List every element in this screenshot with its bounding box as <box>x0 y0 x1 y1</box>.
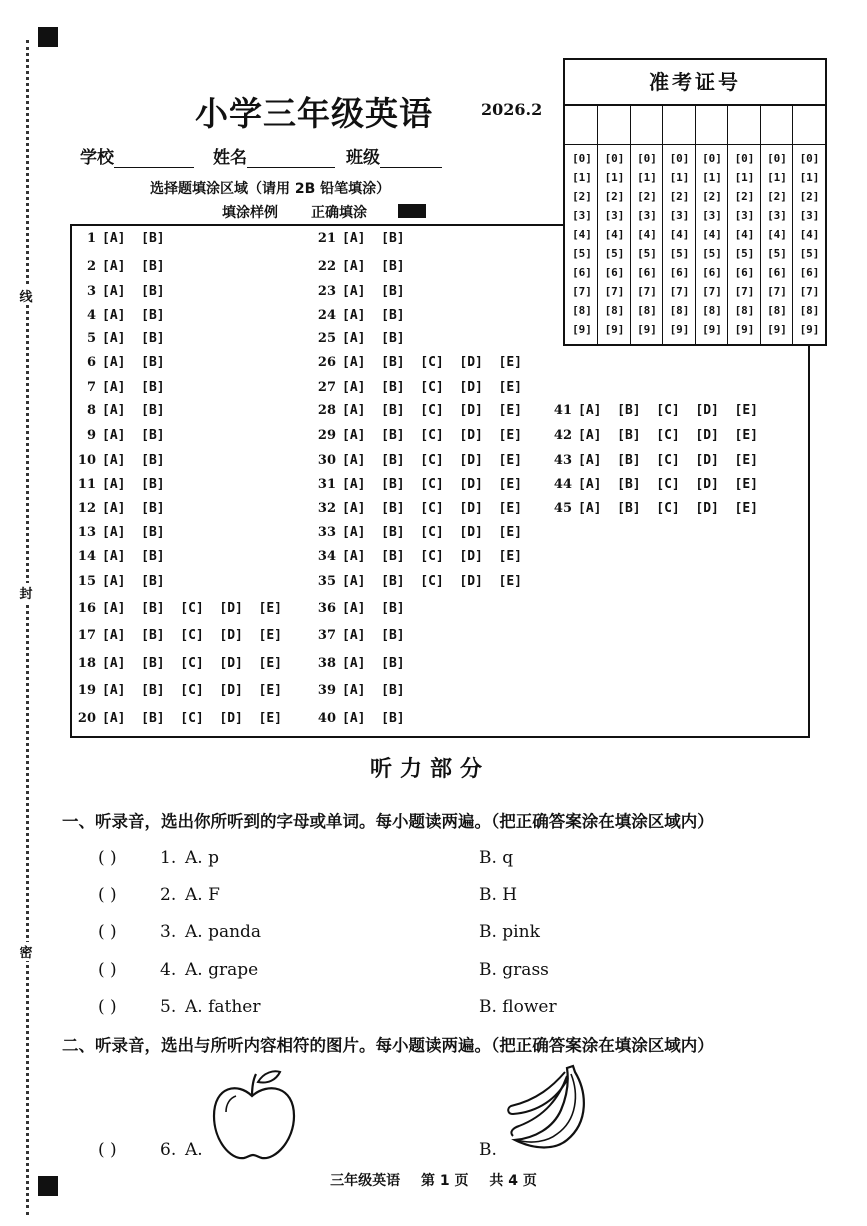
answer-bubbles[interactable]: [A] [B] <box>342 656 405 671</box>
answer-bubbles[interactable]: [A] [B] <box>102 428 165 443</box>
exam-id-bubble[interactable]: [8] <box>767 304 787 317</box>
exam-id-bubble[interactable]: [2] <box>572 190 592 203</box>
question-number: 26 <box>317 355 336 370</box>
question-number: 19 <box>77 683 96 698</box>
exam-id-bubble[interactable]: [7] <box>702 285 722 298</box>
exam-id-bubble[interactable]: [5] <box>734 247 755 260</box>
exam-id-box <box>563 58 827 346</box>
question-number: 25 <box>317 331 336 346</box>
exam-id-bubble[interactable]: [9] <box>702 323 722 336</box>
exam-id-bubble[interactable]: [6] <box>669 266 690 279</box>
exam-id-bubble[interactable]: [7] <box>604 285 625 298</box>
question-number: 41 <box>553 403 572 418</box>
exam-id-bubble[interactable]: [3] <box>604 209 625 222</box>
question-number: 1 <box>86 231 96 246</box>
question-number: 13 <box>77 525 96 540</box>
exam-id-bubble[interactable]: [2] <box>799 190 820 203</box>
option-b: B. q <box>479 848 514 868</box>
q6-number: 6. <box>160 1140 177 1160</box>
binding-dotted-line <box>26 40 29 1215</box>
answer-bubbles[interactable]: [A] [B] [C] [D] [E] <box>578 501 759 516</box>
question-number: 2 <box>86 259 96 274</box>
exam-id-bubble[interactable]: [3] <box>734 209 755 222</box>
exam-id-bubble[interactable]: [3] <box>799 209 820 222</box>
side-label-xian: 线 <box>18 286 34 305</box>
exam-id-bubble[interactable]: [1] <box>572 171 592 184</box>
question-number: 44 <box>553 477 572 492</box>
filled-sample-mark <box>398 204 426 218</box>
question-number: 39 <box>317 683 336 698</box>
question-number: 18 <box>77 656 96 671</box>
item-number: 2. <box>160 885 177 905</box>
footer-subject: 三年级英语 <box>330 1173 401 1189</box>
exam-id-column[interactable] <box>760 104 793 344</box>
exam-id-bubble[interactable]: [4] <box>702 228 722 241</box>
question-number: 34 <box>317 549 336 564</box>
question-number: 32 <box>317 501 336 516</box>
exam-id-bubble[interactable]: [4] <box>734 228 755 241</box>
answer-bubbles[interactable]: [A] [B] [C] [D] [E] <box>342 525 523 540</box>
exam-id-column[interactable] <box>598 104 631 344</box>
exam-id-bubble[interactable]: [4] <box>767 228 787 241</box>
question-number: 42 <box>553 428 572 443</box>
question-number: 8 <box>86 403 96 418</box>
exam-id-bubble[interactable]: [9] <box>604 323 625 336</box>
exam-id-write-box[interactable] <box>630 104 662 145</box>
exam-id-column[interactable] <box>630 104 663 344</box>
exam-id-bubble[interactable]: [5] <box>702 247 722 260</box>
exam-id-bubble[interactable]: [2] <box>767 190 787 203</box>
answer-bubbles[interactable]: [A] [B] <box>342 683 405 698</box>
exam-id-bubble[interactable]: [7] <box>734 285 755 298</box>
exam-id-bubble[interactable]: [2] <box>604 190 625 203</box>
exam-id-bubble[interactable]: [0] <box>767 152 787 165</box>
answer-bubbles[interactable]: [A] [B] <box>342 231 405 246</box>
exam-id-bubble[interactable]: [6] <box>572 266 592 279</box>
answer-paren[interactable]: ( ) <box>98 922 117 942</box>
item-number: 5. <box>160 997 177 1017</box>
exam-id-bubble[interactable]: [1] <box>799 171 820 184</box>
exam-id-column[interactable] <box>663 104 696 344</box>
exam-id-bubble[interactable]: [2] <box>702 190 722 203</box>
exam-id-bubble[interactable]: [2] <box>637 190 657 203</box>
exam-id-bubble[interactable]: [5] <box>669 247 690 260</box>
question-number: 9 <box>86 428 96 443</box>
exam-id-bubble[interactable]: [1] <box>767 171 787 184</box>
fill-instruction: 选择题填涂区域（请用 2B 铅笔填涂） <box>150 181 391 197</box>
exam-id-bubble[interactable]: [8] <box>572 304 592 317</box>
answer-bubbles[interactable]: [A] [B] <box>102 574 165 589</box>
answer-bubbles[interactable]: [A] [B] <box>102 453 165 468</box>
answer-bubbles[interactable]: [A] [B] [C] [D] [E] <box>342 453 523 468</box>
exam-id-bubble[interactable]: [9] <box>637 323 657 336</box>
answer-bubbles[interactable]: [A] [B] [C] [D] [E] <box>578 403 759 418</box>
exam-id-write-box[interactable] <box>695 104 727 145</box>
page-title: 小学三年级英语 <box>195 94 433 133</box>
exam-id-bubble[interactable]: [6] <box>799 266 820 279</box>
exam-id-bubble[interactable]: [6] <box>767 266 787 279</box>
exam-id-bubble[interactable]: [9] <box>799 323 820 336</box>
corner-mark-top <box>38 27 58 47</box>
option-b: B. pink <box>479 922 540 942</box>
answer-bubbles[interactable]: [A] [B] <box>102 231 165 246</box>
exam-id-bubble[interactable]: [0] <box>604 152 625 165</box>
exam-id-bubble[interactable]: [6] <box>637 266 657 279</box>
answer-bubbles[interactable]: [A] [B] [C] [D] [E] <box>342 355 523 370</box>
answer-paren[interactable]: ( ) <box>98 997 117 1017</box>
school-field[interactable] <box>80 143 194 168</box>
question-number: 24 <box>317 308 336 323</box>
exam-id-bubble[interactable]: [7] <box>799 285 820 298</box>
answer-bubbles[interactable]: [A] [B] [C] [D] [E] <box>578 428 759 443</box>
question-number: 5 <box>86 331 96 346</box>
exam-id-bubble[interactable]: [1] <box>734 171 755 184</box>
exam-id-write-box[interactable] <box>760 104 792 145</box>
question-number: 4 <box>86 308 96 323</box>
question-number: 43 <box>553 453 572 468</box>
question-number: 15 <box>77 574 96 589</box>
answer-bubbles[interactable]: [A] [B] <box>102 355 165 370</box>
exam-id-bubble[interactable]: [1] <box>637 171 657 184</box>
exam-id-title: 准考证号 <box>565 60 825 106</box>
exam-id-bubble[interactable]: [8] <box>669 304 690 317</box>
question-number: 22 <box>317 259 336 274</box>
answer-bubbles[interactable]: [A] [B] <box>102 501 165 516</box>
exam-id-bubble[interactable]: [5] <box>767 247 787 260</box>
answer-bubbles[interactable]: [A] [B] <box>102 259 165 274</box>
answer-bubbles[interactable]: [A] [B] <box>342 284 405 299</box>
part2-heading: 二、听录音，选出与所听内容相符的图片。每小题读两遍。（把正确答案涂在填涂区域内） <box>62 1036 714 1055</box>
question-number: 7 <box>86 380 96 395</box>
exam-id-bubble[interactable]: [5] <box>637 247 657 260</box>
side-label-mi: 密 <box>18 942 34 961</box>
answer-bubbles[interactable]: [A] [B] [C] [D] [E] <box>102 656 283 671</box>
exam-id-bubble[interactable]: [9] <box>767 323 787 336</box>
exam-id-bubble[interactable]: [8] <box>702 304 722 317</box>
exam-id-bubble[interactable]: [8] <box>604 304 625 317</box>
exam-id-bubble[interactable]: [6] <box>604 266 625 279</box>
answer-bubbles[interactable]: [A] [B] [C] [D] [E] <box>342 477 523 492</box>
answer-paren[interactable]: ( ) <box>98 848 117 868</box>
exam-id-bubble[interactable]: [4] <box>604 228 625 241</box>
exam-id-write-box[interactable] <box>728 104 760 145</box>
q6-paren[interactable]: ( ) <box>98 1140 117 1160</box>
exam-id-bubble[interactable]: [7] <box>669 285 690 298</box>
answer-bubbles[interactable]: [A] [B] [C] [D] [E] <box>102 601 283 616</box>
exam-id-bubble[interactable]: [0] <box>702 152 722 165</box>
question-number: 45 <box>553 501 572 516</box>
answer-bubbles[interactable]: [A] [B] [C] [D] [E] <box>102 683 283 698</box>
answer-bubbles[interactable]: [A] [B] [C] [D] [E] <box>342 574 523 589</box>
exam-id-bubble[interactable]: [9] <box>669 323 690 336</box>
exam-id-bubble[interactable]: [3] <box>767 209 787 222</box>
exam-id-bubble[interactable]: [2] <box>734 190 755 203</box>
q6-option-b: B. <box>479 1140 497 1160</box>
exam-id-bubble[interactable]: [4] <box>669 228 690 241</box>
exam-id-bubble[interactable]: [0] <box>669 152 690 165</box>
answer-bubbles[interactable]: [A] [B] <box>102 331 165 346</box>
exam-id-bubble[interactable]: [1] <box>604 171 625 184</box>
footer-page: 第 1 页 <box>421 1173 469 1189</box>
answer-bubbles[interactable]: [A] [B] <box>342 308 405 323</box>
option-b: B. flower <box>479 997 557 1017</box>
answer-bubbles[interactable]: [A] [B] <box>342 331 405 346</box>
question-number: 10 <box>77 453 96 468</box>
exam-id-write-box[interactable] <box>598 104 630 145</box>
exam-id-bubble[interactable]: [0] <box>734 152 755 165</box>
exam-id-bubble[interactable]: [8] <box>799 304 820 317</box>
option-a: A. grape <box>185 960 259 980</box>
footer-total: 共 4 页 <box>489 1173 537 1189</box>
sample-label: 填涂样例 <box>222 205 278 221</box>
exam-date: 2026.2 <box>481 100 543 119</box>
exam-id-bubble[interactable]: [0] <box>572 152 592 165</box>
answer-bubbles[interactable]: [A] [B] [C] [D] [E] <box>342 501 523 516</box>
name-label: 姓名 <box>213 148 247 168</box>
exam-id-bubble[interactable]: [3] <box>637 209 657 222</box>
question-number: 14 <box>77 549 96 564</box>
question-number: 35 <box>317 574 336 589</box>
exam-id-bubble[interactable]: [9] <box>572 323 592 336</box>
option-a: A. father <box>185 997 261 1017</box>
question-number: 27 <box>317 380 336 395</box>
exam-id-bubble[interactable]: [4] <box>799 228 820 241</box>
option-a: A. panda <box>185 922 262 942</box>
answer-bubbles[interactable]: [A] [B] <box>102 284 165 299</box>
answer-bubbles[interactable]: [A] [B] <box>102 477 165 492</box>
exam-id-bubble[interactable]: [5] <box>572 247 592 260</box>
answer-bubbles[interactable]: [A] [B] <box>342 628 405 643</box>
exam-id-write-box[interactable] <box>793 104 825 145</box>
answer-bubbles[interactable]: [A] [B] [C] [D] [E] <box>342 380 523 395</box>
question-number: 20 <box>77 711 96 726</box>
answer-bubbles[interactable]: [A] [B] <box>102 380 165 395</box>
exam-id-bubble[interactable]: [7] <box>767 285 787 298</box>
answer-bubbles[interactable]: [A] [B] [C] [D] [E] <box>342 403 523 418</box>
question-number: 17 <box>77 628 96 643</box>
school-label: 学校 <box>80 148 114 168</box>
exam-id-bubble[interactable]: [1] <box>669 171 690 184</box>
exam-id-bubble[interactable]: [6] <box>702 266 722 279</box>
class-label: 班级 <box>346 148 380 168</box>
exam-id-column[interactable] <box>695 104 728 344</box>
exam-id-bubble[interactable]: [9] <box>734 323 755 336</box>
exam-id-bubble[interactable]: [5] <box>799 247 820 260</box>
question-number: 40 <box>317 711 336 726</box>
answer-bubbles[interactable]: [A] [B] <box>342 259 405 274</box>
exam-id-bubble[interactable]: [0] <box>799 152 820 165</box>
exam-id-bubble[interactable]: [4] <box>572 228 592 241</box>
question-number: 12 <box>77 501 96 516</box>
exam-id-bubble[interactable]: [4] <box>637 228 657 241</box>
item-number: 3. <box>160 922 177 942</box>
side-label-feng: 封 <box>18 583 34 602</box>
answer-bubbles[interactable]: [A] [B] <box>342 601 405 616</box>
exam-id-bubble[interactable]: [6] <box>734 266 755 279</box>
question-number: 21 <box>317 231 336 246</box>
answer-bubbles[interactable]: [A] [B] [C] [D] [E] <box>578 453 759 468</box>
exam-id-column[interactable] <box>793 104 825 344</box>
exam-id-bubble[interactable]: [8] <box>734 304 755 317</box>
question-number: 29 <box>317 428 336 443</box>
answer-bubbles[interactable]: [A] [B] [C] [D] [E] <box>342 549 523 564</box>
question-number: 3 <box>86 284 96 299</box>
question-number: 36 <box>317 601 336 616</box>
exam-id-bubble[interactable]: [8] <box>637 304 657 317</box>
answer-bubbles[interactable]: [A] [B] <box>102 549 165 564</box>
answer-bubbles[interactable]: [A] [B] [C] [D] [E] <box>342 428 523 443</box>
exam-id-write-box[interactable] <box>565 104 597 145</box>
q6-option-a: A. <box>185 1140 203 1160</box>
option-a: A. F <box>185 885 220 905</box>
exam-id-bubble[interactable]: [1] <box>702 171 722 184</box>
answer-paren[interactable]: ( ) <box>98 885 117 905</box>
correct-label: 正确填涂 <box>311 205 367 221</box>
answer-bubbles[interactable]: [A] [B] <box>342 711 405 726</box>
section-title: 听力部分 <box>370 757 491 782</box>
exam-id-bubble[interactable]: [3] <box>669 209 690 222</box>
class-field[interactable] <box>346 143 442 168</box>
option-a: A. p <box>185 848 219 868</box>
exam-id-bubble[interactable]: [7] <box>637 285 657 298</box>
question-number: 6 <box>86 355 96 370</box>
item-number: 1. <box>160 848 177 868</box>
name-field[interactable] <box>213 143 335 168</box>
exam-id-bubble[interactable]: [2] <box>669 190 690 203</box>
exam-id-column[interactable] <box>565 104 598 344</box>
part1-heading: 一、听录音，选出你所听到的字母或单词。每小题读两遍。（把正确答案涂在填涂区域内） <box>62 812 714 831</box>
exam-id-bubble[interactable]: [3] <box>572 209 592 222</box>
question-number: 33 <box>317 525 336 540</box>
question-number: 38 <box>317 656 336 671</box>
exam-id-bubble[interactable]: [0] <box>637 152 657 165</box>
answer-bubbles[interactable]: [A] [B] <box>102 525 165 540</box>
answer-bubbles[interactable]: [A] [B] [C] [D] [E] <box>102 628 283 643</box>
answer-bubbles[interactable]: [A] [B] <box>102 403 165 418</box>
apple-icon <box>208 1068 298 1163</box>
answer-paren[interactable]: ( ) <box>98 960 117 980</box>
exam-id-bubble[interactable]: [5] <box>604 247 625 260</box>
answer-bubbles[interactable]: [A] [B] [C] [D] [E] <box>578 477 759 492</box>
answer-bubbles[interactable]: [A] [B] [C] [D] [E] <box>102 711 283 726</box>
question-number: 31 <box>317 477 336 492</box>
banana-icon <box>505 1062 600 1152</box>
question-number: 23 <box>317 284 336 299</box>
answer-bubbles[interactable]: [A] [B] <box>102 308 165 323</box>
exam-id-column[interactable] <box>728 104 761 344</box>
option-b: B. H <box>479 885 518 905</box>
exam-id-bubble[interactable]: [3] <box>702 209 722 222</box>
question-number: 37 <box>317 628 336 643</box>
option-b: B. grass <box>479 960 549 980</box>
exam-id-write-box[interactable] <box>663 104 695 145</box>
question-number: 11 <box>77 477 96 492</box>
question-number: 16 <box>77 601 96 616</box>
exam-id-bubble[interactable]: [7] <box>572 285 592 298</box>
item-number: 4. <box>160 960 177 980</box>
question-number: 30 <box>317 453 336 468</box>
question-number: 28 <box>317 403 336 418</box>
page-footer <box>0 1170 867 1190</box>
